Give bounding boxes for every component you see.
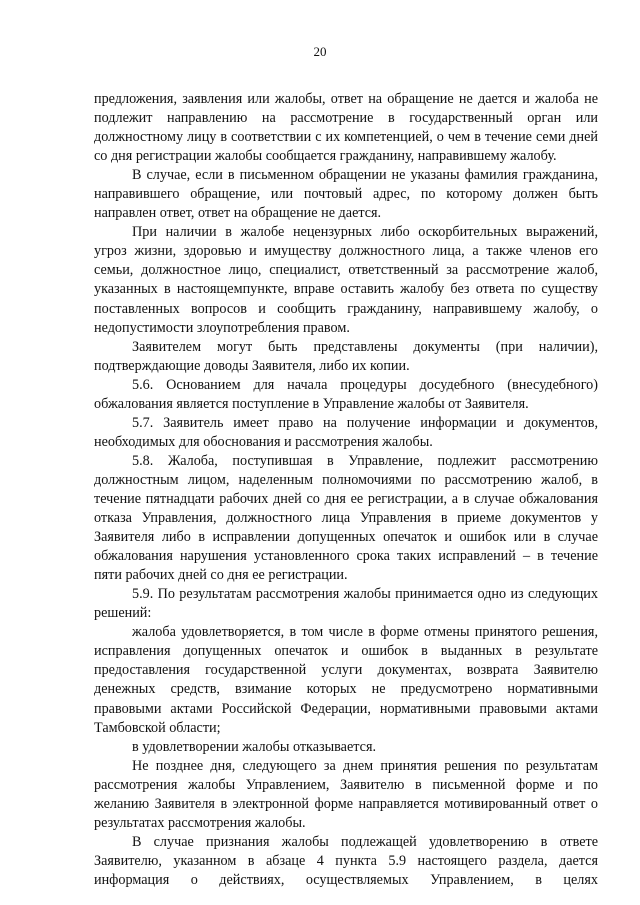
paragraph-5-8: 5.8. Жалоба, поступившая в Управление, подлежит рассмотрению должностным лицом, наделенным полномочиями по рассмотрению жалоб, в течение пятнадцати рабочих дней со дня ее регистрации, а в случае обжалования отказа Управления, должностного лица Управления в приеме документов у Заявителя либо в исправлении допущенных опечаток и ошибок или в случае обжалования нарушения установленного срока таких исправлений – в течение пяти рабочих дней со дня ее регистрации. [94, 452, 598, 584]
paragraph: в удовлетворении жалобы отказывается. [132, 738, 377, 755]
paragraph-5-6: 5.6. Основанием для начала процедуры досудебного (внесудебного) обжалования является поступление в Управление жалобы от Заявителя. [94, 376, 598, 412]
paragraph: В случае признания жалобы подлежащей удовлетворению в ответе Заявителю, указанном в абзаце 4 пункта 5.9 настоящего раздела, дается информация о действиях, осуществляемых Управлением, в целях [94, 833, 598, 888]
paragraph: Не позднее дня, следующего за днем принятия решения по результатам рассмотрения жалобы Управлением, Заявителю в письменной форме и по желанию Заявителя в электронной форме направляется мотивированный ответ о результатах рассмотрения жалобы. [94, 757, 598, 831]
paragraph: В случае, если в письменном обращении не указаны фамилия гражданина, направившего обращение, или почтовый адрес, по которому должен быть направлен ответ, ответ на обращение не дается. [94, 167, 598, 222]
document-body [94, 90, 598, 890]
paragraph: Заявителем могут быть представлены документы (при наличии), подтверждающие доводы Заявителя, либо их копии. [94, 338, 598, 374]
page-number: 20 [313, 44, 327, 59]
paragraph-5-9: 5.9. По результатам рассмотрения жалобы принимается одно из следующих решений: [94, 586, 598, 622]
paragraph: При наличии в жалобе нецензурных либо оскорбительных выражений, угроз жизни, здоровью и имуществу должностного лица, а также членов его семьи, должностное лицо, специалист, ответственный за рассмотрение жалоб, указанных в настоящемпункте, вправе оставить жалобу без ответа по существу поставленных вопросов и сообщить гражданину, направившему жалобу, о недопустимости злоупотребления правом. [94, 224, 598, 336]
paragraph: предложения, заявления или жалобы, ответ на обращение не дается и жалоба не подлежит направлению на рассмотрение в государственный орган или должностному лицу в соответствии с их компетенцией, о чем в течение семи дней со дня регистрации жалобы сообщается гражданину, направившему жалобу. [94, 91, 598, 165]
paragraph-5-7: 5.7. Заявитель имеет право на получение информации и документов, необходимых для обоснования и рассмотрения жалобы. [94, 414, 598, 450]
paragraph: жалоба удовлетворяется, в том числе в форме отмены принятого решения, исправления допущенных опечаток и ошибок в выданных в результате предоставления государственной услуги документах, возврата Заявителю денежных средств, взимание которых не предусмотрено нормативными правовыми актами Российской Федерации, нормативными правовыми актами Тамбовской области; [94, 624, 598, 736]
